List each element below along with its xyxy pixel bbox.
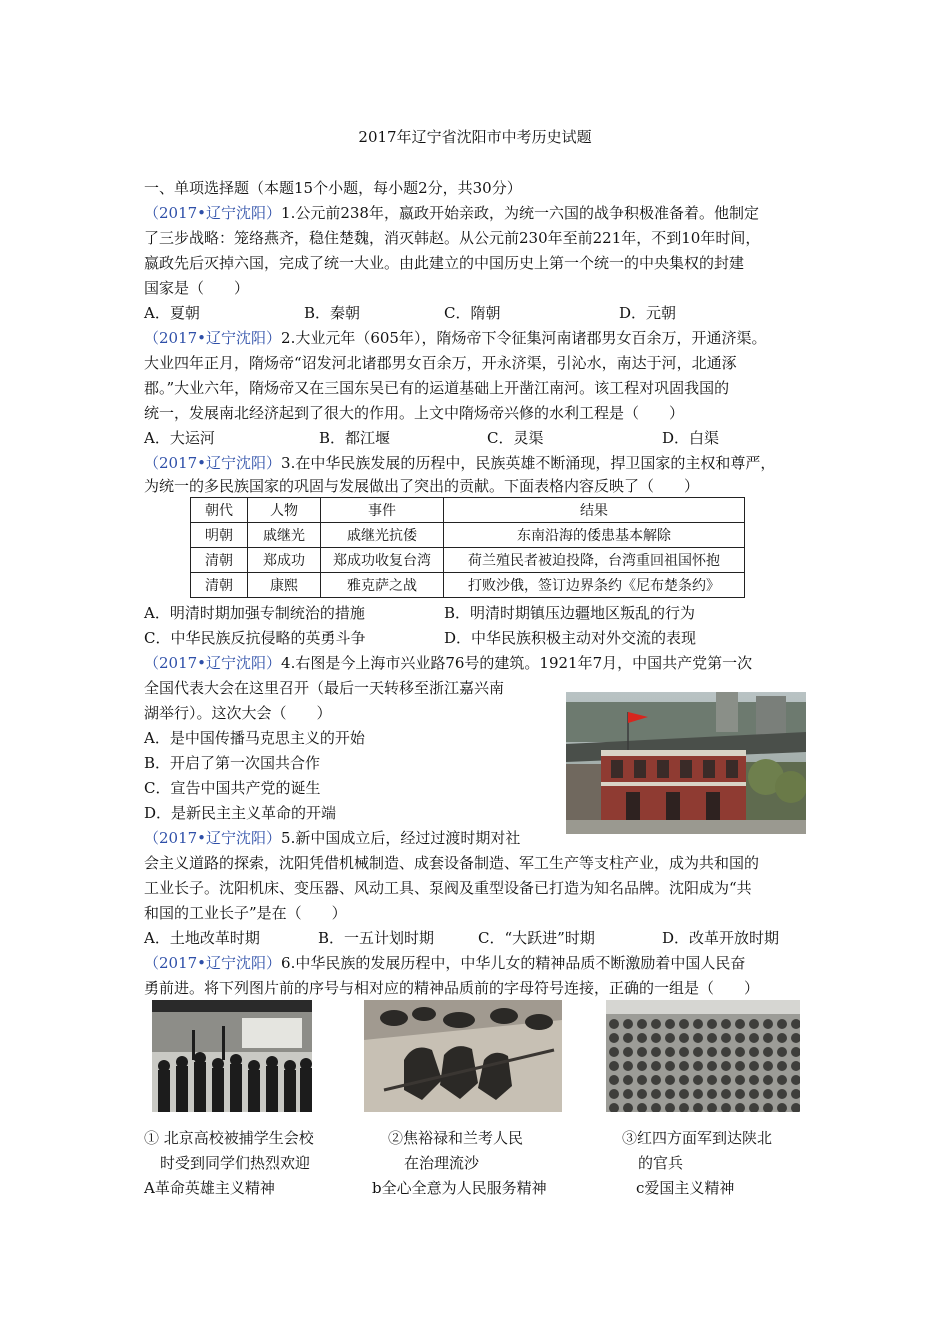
page-title: 2017年辽宁省沈阳市中考历史试题 [358,128,592,146]
table-header-cell: 结果 [444,498,745,523]
q2-option-a[interactable]: A．大运河 [144,429,215,447]
q1-line-1: （2017•辽宁沈阳）1.公元前238年，嬴政开始亲政，为统一六国的战争积极准备着。他制定 [144,204,759,222]
q3-options-row-1 [144,601,695,626]
q2-option-b[interactable]: B．都江堰 [319,429,391,447]
table-cell: 清朝 [191,573,248,598]
q4-line-2: 全国代表大会在这里召开（最后一天转移至浙江嘉兴南 [144,679,505,697]
q5-option-b[interactable]: B．一五计划时期 [318,929,435,947]
q2-option-d[interactable]: D．白渠 [662,429,720,447]
table-header-row [191,498,745,523]
q4-option-b[interactable]: B．开启了第一次国共合作 [144,754,321,772]
q2-line-2: 大业四年正月，隋炀帝“诏发河北诸郡男女百余万，开永济渠，引沁水，南达于河，北通涿 [144,354,737,372]
source-tag: （2017•辽宁沈阳） [144,454,282,472]
table-cell: 雅克萨之战 [321,573,444,598]
table-cell: 戚继光抗倭 [321,523,444,548]
table-cell: 康熙 [248,573,321,598]
spirit-b: b全心全意为人民服务精神 [372,1179,547,1197]
q5-options [144,926,779,951]
q5-line-3: 工业长子。沈阳机床、变压器、风动工具、泵阀及重型设备已打造为知名品牌。沈阳成为“共 [144,879,752,897]
table-row [191,573,745,598]
q5-line-4: 和国的工业长子”是在（ ） [144,904,347,922]
table-header-cell: 人物 [248,498,321,523]
caption-2-line-1: ②焦裕禄和兰考人民 [388,1129,524,1147]
q1-option-a[interactable]: A．夏朝 [144,304,200,322]
q5-line-1: （2017•辽宁沈阳）5.新中国成立后，经过过渡时期对社 [144,829,521,847]
q2-line-1: （2017•辽宁沈阳）2.大业元年（605年），隋炀帝下令征集河南诸郡男女百余万，开通济渠。 [144,329,767,347]
photo-students-welcomed [152,1000,312,1112]
caption-2-line-2: 在治理流沙 [404,1154,480,1172]
source-tag: （2017•辽宁沈阳） [144,654,282,672]
q1-line-2: 了三步战略：笼络燕齐，稳住楚魏，消灭韩赵。从公元前230年至前221年，不到10年时间， [144,229,761,247]
congress-building-image [566,692,806,834]
q3-option-a[interactable]: A．明清时期加强专制统治的措施 [144,604,365,622]
source-tag: （2017•辽宁沈阳） [144,829,282,847]
q3-option-d[interactable]: D．中华民族积极主动对外交流的表现 [444,629,697,647]
q1-line-4: 国家是（ ） [144,279,250,297]
q2-option-c[interactable]: C．灵渠 [487,429,544,447]
caption-1-line-1: ① 北京高校被捕学生会校 [144,1129,314,1147]
table-cell: 东南沿海的倭患基本解除 [444,523,745,548]
q2-line-3: 郡。”大业六年，隋炀帝又在三国东吴已有的运道基础上开凿江南河。该工程对巩固我国的 [144,379,730,397]
table-cell: 清朝 [191,548,248,573]
table-cell: 打败沙俄，签订边界条约《尼布楚条约》 [444,573,745,598]
q1-option-d[interactable]: D．元朝 [619,304,677,322]
source-tag: （2017•辽宁沈阳） [144,204,282,222]
q1-line-3: 嬴政先后灭掉六国，完成了统一大业。由此建立的中国历史上第一个统一的中央集权的封建 [144,254,745,272]
caption-3-line-2: 的官兵 [638,1154,684,1172]
caption-1-line-2: 时受到同学们热烈欢迎 [160,1154,311,1172]
q5-option-c[interactable]: C．“大跃进”时期 [478,929,595,947]
q4-line-3: 湖举行）。这次大会（ ） [144,704,332,722]
q4-line-1: （2017•辽宁沈阳）4.右图是今上海市兴业路76号的建筑。1921年7月，中国共产党第一次 [144,654,753,672]
q3-option-c[interactable]: C．中华民族反抗侵略的英勇斗争 [144,629,366,647]
q5-option-d[interactable]: D．改革开放时期 [662,929,780,947]
source-tag: （2017•辽宁沈阳） [144,329,282,347]
q4-option-c[interactable]: C．宣告中国共产党的诞生 [144,779,321,797]
q5-line-2: 会主义道路的探索，沈阳凭借机械制造、成套设备制造、军工生产等支柱产业，成为共和国的 [144,854,760,872]
q3-line-2: 为统一的多民族国家的巩固与发展做出了突出的贡献。下面表格内容反映了（ ） [144,477,700,495]
congress-building-photo [566,692,806,834]
caption-3-line-1: ③红四方面军到达陕北 [622,1129,773,1147]
q3-option-b[interactable]: B．明清时期镇压边疆地区叛乱的行为 [444,604,696,622]
spirit-c: c爱国主义精神 [636,1179,735,1197]
spirit-a: A革命英雄主义精神 [144,1179,275,1197]
table-cell: 戚继光 [248,523,321,548]
q1-options [144,301,676,326]
jiao-yulu-photo-image [364,1000,562,1112]
q3-line-1: （2017•辽宁沈阳）3.在中华民族发展的历程中，民族英雄不断涌现，捍卫国家的主权和尊严， [144,454,776,472]
table-header-cell: 事件 [321,498,444,523]
table-cell: 郑成功收复台湾 [321,548,444,573]
students-photo-image [152,1000,312,1112]
q3-options-row-2 [144,626,696,651]
photo-red-army-soldiers [606,1000,800,1112]
section-heading: 一、单项选择题（本题15个小题，每小题2分，共30分） [144,179,522,197]
q5-option-a[interactable]: A．土地改革时期 [144,929,260,947]
q2-options [144,426,719,451]
q6-line-1: （2017•辽宁沈阳）6.中华民族的发展历程中，中华儿女的精神品质不断激励着中国人民奋 [144,954,746,972]
table-cell: 明朝 [191,523,248,548]
table-cell: 荷兰殖民者被迫投降，台湾重回祖国怀抱 [444,548,745,573]
table-cell: 郑成功 [248,548,321,573]
red-army-photo-image [606,1000,800,1112]
q6-line-2: 勇前进。将下列图片前的序号与相对应的精神品质前的字母符号连接，正确的一组是（ ） [144,979,760,997]
table-row [191,548,745,573]
q3-table [190,497,745,598]
q1-option-c[interactable]: C．隋朝 [444,304,501,322]
q4-option-d[interactable]: D．是新民主主义革命的开端 [144,804,337,822]
photo-jiao-yulu [364,1000,562,1112]
q2-line-4: 统一，发展南北经济起到了很大的作用。上文中隋炀帝兴修的水利工程是（ ） [144,404,685,422]
table-row [191,523,745,548]
q4-option-a[interactable]: A．是中国传播马克思主义的开始 [144,729,365,747]
q1-option-b[interactable]: B．秦朝 [304,304,361,322]
source-tag: （2017•辽宁沈阳） [144,954,282,972]
table-header-cell: 朝代 [191,498,248,523]
